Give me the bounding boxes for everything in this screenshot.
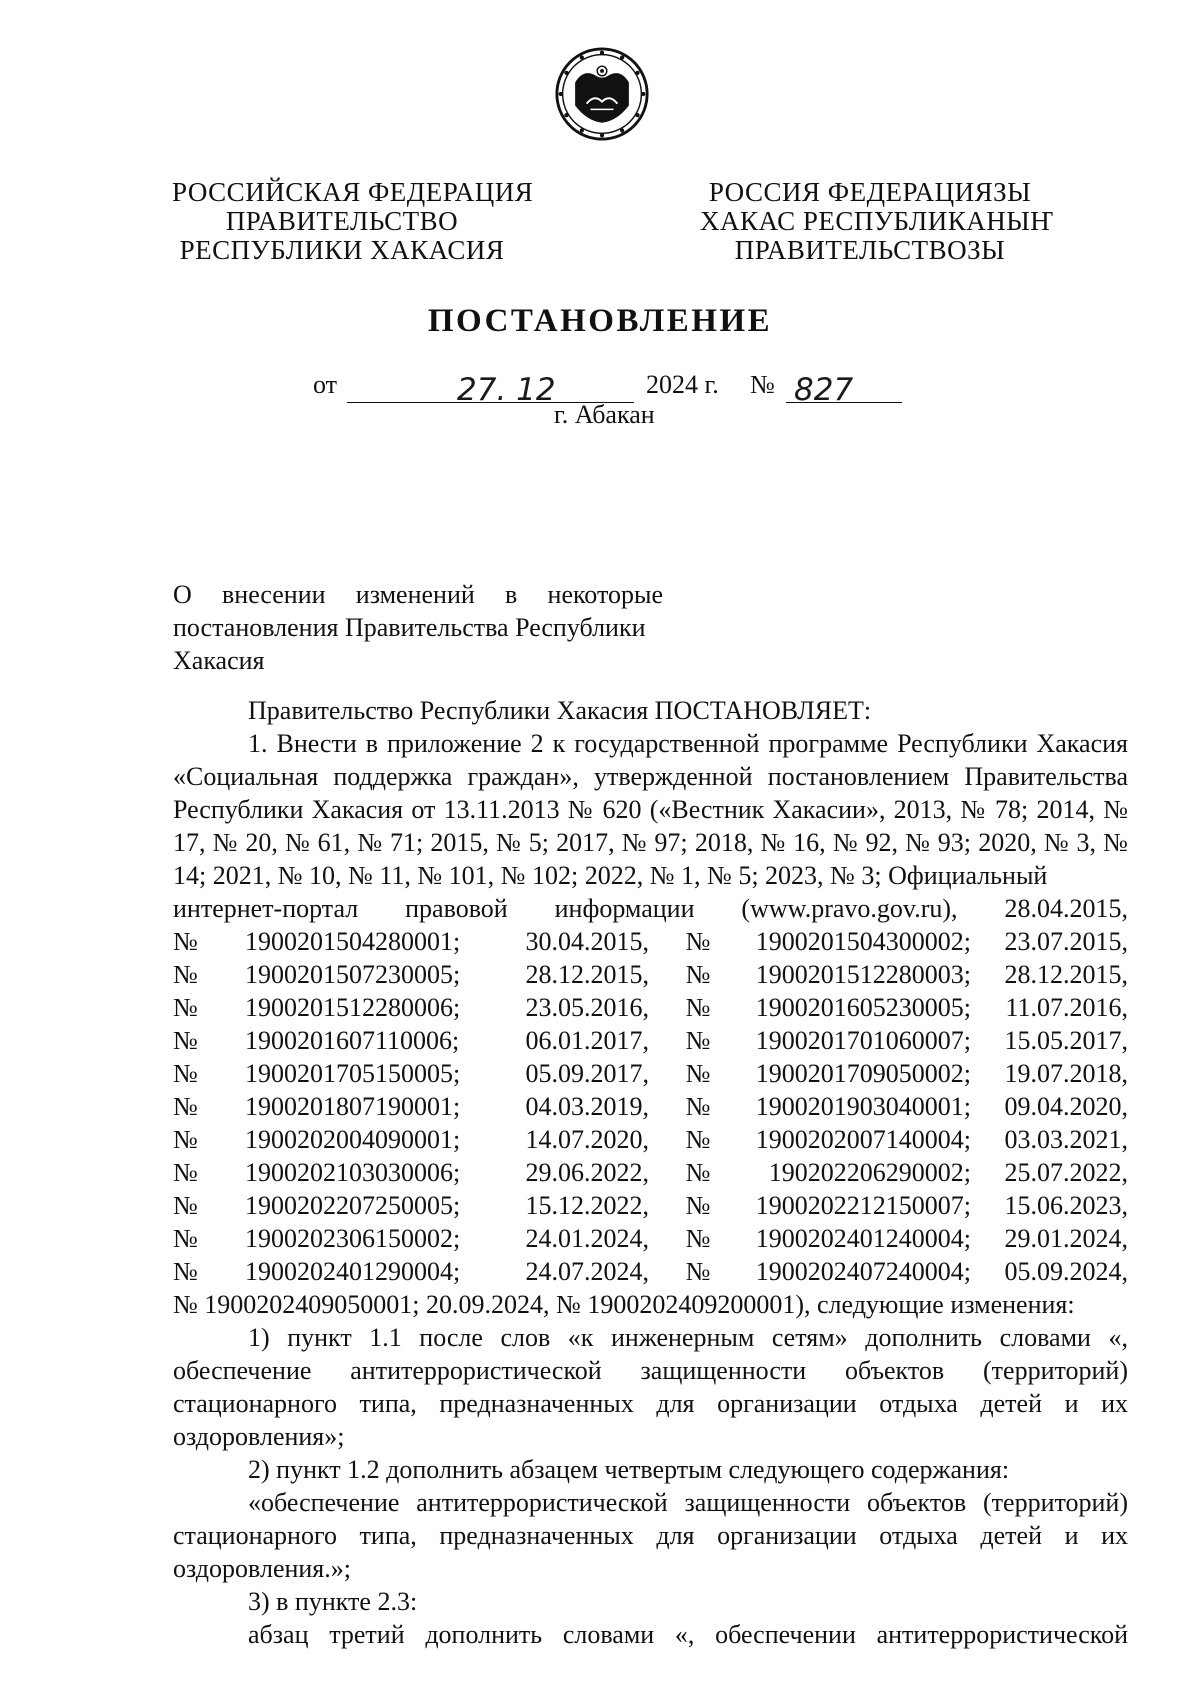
header-left-line: ПРАВИТЕЛЬСТВО [225,206,459,236]
registry-cell: 24.01.2024, [525,1224,649,1253]
registry-cell: 1900202401290004; [245,1257,461,1286]
subitem-3-paragraph: 3) в пункте 2.3: [248,1587,418,1616]
registry-cell: 1900201807190001; [245,1092,461,1121]
registry-cell: 1900201512280003; [755,960,971,989]
registry-cell: 15.12.2022, [525,1191,649,1220]
registry-cell: 09.04.2020, [1004,1092,1128,1121]
date-from-label: от [313,370,338,399]
registry-cell: № [173,960,198,989]
number-underline [786,372,902,408]
registry-cell: 30.04.2015, [525,927,649,956]
khakassia-coat-of-arms-icon [554,46,650,142]
document-body [173,694,1128,1651]
registry-table [173,925,1128,1288]
registry-cell: 05.09.2017, [525,1059,649,1088]
registry-cell: 1900201709050002; [755,1059,971,1088]
registry-cell: 1900201504300002; [755,927,971,956]
subject-line: постановления Правительства Республики Хакасия [173,613,646,675]
subitem-3-first-line: абзац третий дополнить словами «, обеспечении антитеррористической [248,1620,1128,1649]
registry-cell: 19.07.2018, [1004,1059,1128,1088]
registry-cell: 28.12.2015, [1004,960,1128,989]
registry-cell: 24.07.2024, [525,1257,649,1286]
intro-paragraph: Правительство Республики Хакасия ПОСТАНОВЛЯЕТ: [248,696,872,725]
registry-cell: 1900202212150007; [755,1191,971,1220]
portal-line: интернет-портал правовой информации (www.pravo.gov.ru), 28.04.2015, [173,894,1128,923]
city-label: г. Абакан [554,400,655,429]
registry-cell: 1900201903040001; [755,1092,971,1121]
header-right-line: РОССИЯ ФЕДЕРАЦИЯЗЫ [708,177,1032,207]
date-number-line [0,370,1200,408]
number-label: № [750,370,775,399]
registry-cell: № [173,927,198,956]
registry-cell: 28.12.2015, [525,960,649,989]
registry-cell: № [173,1257,198,1286]
registry-cell: № [173,1191,198,1220]
registry-cell: № [173,1158,198,1187]
registry-cell: 23.07.2015, [1004,927,1128,956]
registry-cell: 29.01.2024, [1004,1224,1128,1253]
registry-cell: № [173,1125,198,1154]
registry-cell: № [685,1224,711,1253]
registry-cell: 14.07.2020, [525,1125,649,1154]
date-underline [347,372,634,408]
subitem-2-quote: «обеспечение антитеррористической защищенности объектов (территорий) стационарного типа, предназначенных для организации отдыха детей и их оздоровления.»; [173,1488,1128,1583]
registry-cell: 29.06.2022, [525,1158,649,1187]
registry-cell: 15.05.2017, [1004,1026,1128,1055]
registry-cell: № [685,993,711,1022]
registry-cell: 1900201605230005; [755,993,971,1022]
registry-cell: № [685,1026,711,1055]
registry-cell: 25.07.2022, [1004,1158,1128,1187]
registry-cell: 06.01.2017, [525,1026,649,1055]
registry-cell: 04.03.2019, [525,1092,649,1121]
header-right-line: ХАКАС РЕСПУБЛИКАНЫҤ [700,206,1054,236]
registry-cell: 05.09.2024, [1004,1257,1128,1286]
registry-cell: 1900202407240004; [755,1257,971,1286]
handwritten-number: 827 [794,372,854,408]
registry-cell: № [173,1026,198,1055]
header-right-line: ПРАВИТЕЛЬСТВОЗЫ [734,235,1006,265]
year-label: 2024 г. [646,370,719,399]
registry-cell: № [685,1158,711,1187]
registry-cell: 1900201512280006; [245,993,461,1022]
registry-cell: 03.03.2021, [1004,1125,1128,1154]
registry-cell: № [685,1059,711,1088]
handwritten-date: 27. 12 [457,372,556,408]
registry-cell: № [685,1257,711,1286]
registry-cell: 190202206290002; [768,1158,971,1187]
header-left [172,177,534,265]
registry-cell: 1900201607110006; [245,1026,460,1055]
registry-cell: № [685,927,711,956]
header-left-line: РОССИЙСКАЯ ФЕДЕРАЦИЯ [172,177,534,207]
subject-line: О внесении изменений в некоторые [173,580,663,609]
document-title: ПОСТАНОВЛЕНИЕ [427,303,773,339]
registry-cell: 1900202306150002; [245,1224,461,1253]
header-left-line: РЕСПУБЛИКИ ХАКАСИЯ [179,235,505,265]
registry-cell: 1900202103030006; [245,1158,461,1187]
subitem-2-paragraph: 2) пункт 1.2 дополнить абзацем четвертым следующего содержания: [248,1455,1010,1484]
registry-cell: 1900202207250005; [245,1191,461,1220]
registry-cell: 1900202401240004; [755,1224,971,1253]
registry-end-line: № 1900202409050001; 20.09.2024, № 1900202409200001), следующие изменения: [173,1290,1075,1319]
registry-cell: № [173,1059,198,1088]
registry-cell: 1900201701060007; [755,1026,971,1055]
registry-cell: № [173,993,198,1022]
subject-block [173,578,663,677]
registry-cell: 1900202007140004; [755,1125,971,1154]
registry-cell: № [173,1092,198,1121]
registry-cell: № [685,960,711,989]
header-right [700,177,1054,265]
registry-cell: 1900201507230005; [245,960,461,989]
item-1-paragraph: 1. Внести в приложение 2 к государственной программе Республики Хакасия «Социальная поддержка граждан», утвержденной постановлением Правительства Республики Хакасия от 13.11.2013 № 620 («Вестник Хакасии», 2013, № 78; 2014, № 17, № 20, № 61, № 71; 2015, № 5; 2017, № 97; 2018, № 16, № 92, № 93; 2020, № 3, № 14; 2021, № 10, № 11, № 101, № 102; 2022, № 1, № 5; 2023, № 3; Официальный [173,729,1128,890]
registry-cell: 11.07.2016, [1005,993,1128,1022]
registry-cell: № [685,1125,711,1154]
registry-cell: 23.05.2016, [525,993,649,1022]
registry-cell: 1900201705150005; [245,1059,461,1088]
registry-cell: 15.06.2023, [1004,1191,1128,1220]
subitem-1-paragraph: 1) пункт 1.1 после слов «к инженерным сетям» дополнить словами «, обеспечение антитеррористической защищенности объектов (территорий) стационарного типа, предназначенных для организации отдыха детей и их оздоровления»; [173,1323,1128,1451]
registry-cell: № [173,1224,198,1253]
registry-cell: 1900202004090001; [245,1125,461,1154]
registry-cell: 1900201504280001; [245,927,461,956]
registry-cell: № [685,1191,711,1220]
registry-cell: № [685,1092,711,1121]
